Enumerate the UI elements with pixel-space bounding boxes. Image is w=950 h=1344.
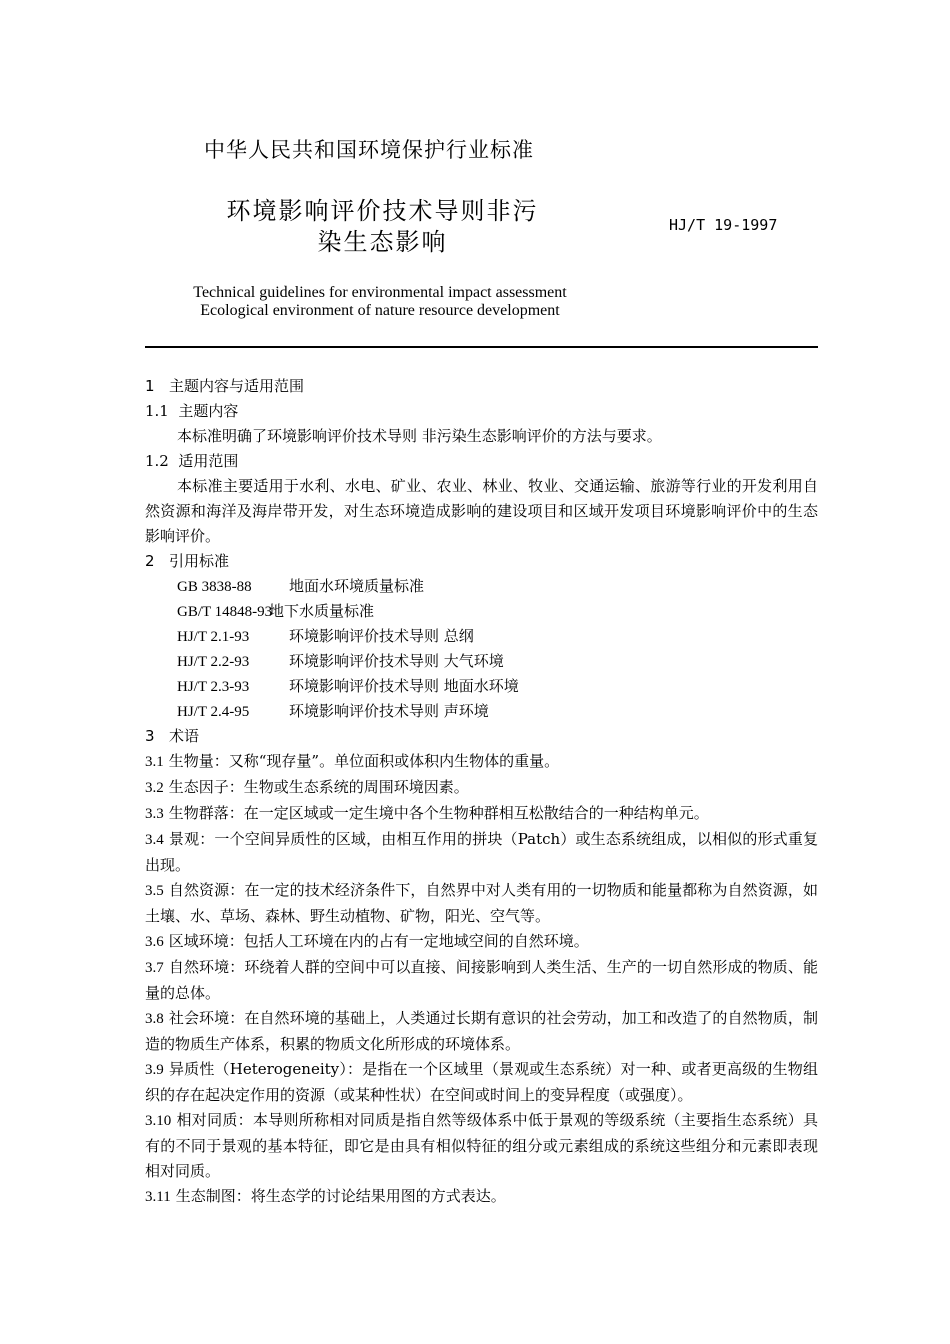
section-number: 2 bbox=[145, 552, 155, 570]
section-title: 引用标准 bbox=[169, 552, 230, 570]
section-title: 主题内容与适用范围 bbox=[169, 377, 305, 395]
reference-item bbox=[145, 674, 818, 699]
section-2-heading bbox=[145, 549, 818, 574]
subsection-title: 主题内容 bbox=[178, 402, 239, 420]
reference-code: GB/T 14848-93 bbox=[177, 604, 273, 620]
term-definition bbox=[145, 1108, 818, 1184]
reference-item bbox=[145, 624, 818, 649]
term-text: 生态因子：生物或生态系统的周围环境因素。 bbox=[168, 778, 469, 796]
reference-item bbox=[145, 574, 818, 599]
term-number: 3.9 bbox=[145, 1062, 164, 1078]
header-divider bbox=[145, 346, 818, 348]
subsection-1-1-heading bbox=[145, 399, 818, 424]
term-definition bbox=[145, 1184, 818, 1210]
term-text: 景观：一个空间异质性的区域，由相互作用的拼块（Patch）或生态系统组成，以相似的形式重复出现。 bbox=[145, 830, 818, 874]
term-number: 3.4 bbox=[145, 832, 164, 848]
term-text: 生物量：又称“现存量”。单位面积或体积内生物体的重量。 bbox=[168, 752, 560, 770]
reference-name: 环境影响评价技术导则 大气环境 bbox=[289, 652, 504, 670]
term-definition bbox=[145, 955, 818, 1006]
section-title: 术语 bbox=[169, 727, 200, 745]
reference-name: 地面水环境质量标准 bbox=[289, 577, 425, 595]
reference-name: 环境影响评价技术导则 地面水环境 bbox=[289, 677, 519, 695]
term-number: 3.7 bbox=[145, 960, 164, 976]
term-text: 区域环境：包括人工环境在内的占有一定地域空间的自然环境。 bbox=[168, 932, 589, 950]
term-number: 3.1 bbox=[145, 754, 164, 770]
document-title-line-1: 环境影响评价技术导则非污 bbox=[226, 197, 539, 225]
term-number: 3.3 bbox=[145, 806, 164, 822]
term-definition bbox=[145, 929, 818, 955]
term-number: 3.10 bbox=[145, 1113, 172, 1129]
section-number: 1 bbox=[145, 377, 155, 395]
reference-code: HJ/T 2.4-95 bbox=[177, 704, 250, 720]
standard-code: HJ/T 19-1997 bbox=[669, 216, 778, 234]
section-number: 3 bbox=[145, 727, 155, 745]
term-definition bbox=[145, 801, 818, 827]
term-text: 异质性（Heterogeneity）：是指在一个区域里（景观或生态系统）对一种、或者更高级的生物组织的存在起决定作用的资源（或某种性状）在空间或时间上的变异程度（或强度）。 bbox=[145, 1060, 818, 1104]
reference-name: 环境影响评价技术导则 声环境 bbox=[289, 702, 489, 720]
term-text: 生态制图：将生态学的讨论结果用图的方式表达。 bbox=[175, 1187, 506, 1205]
term-number: 3.8 bbox=[145, 1011, 164, 1027]
term-number: 3.11 bbox=[145, 1189, 171, 1205]
standard-category: 中华人民共和国环境保护行业标准 bbox=[204, 138, 534, 162]
term-definition bbox=[145, 1006, 818, 1057]
section-3-heading bbox=[145, 724, 818, 749]
reference-item bbox=[145, 649, 818, 674]
document-title-line-2: 染生态影响 bbox=[317, 228, 448, 256]
term-text: 社会环境：在自然环境的基础上，人类通过长期有意识的社会劳动，加工和改造了的自然物质，制造的物质生产体系，积累的物质文化所形成的环境体系。 bbox=[145, 1009, 818, 1053]
english-title-line-2: Ecological environment of nature resource development bbox=[200, 302, 560, 319]
english-title-line-1: Technical guidelines for environmental impact assessment bbox=[193, 284, 567, 301]
reference-code: HJ/T 2.1-93 bbox=[177, 629, 250, 645]
reference-item bbox=[145, 599, 818, 624]
term-definition bbox=[145, 827, 818, 878]
term-text: 自然资源：在一定的技术经济条件下，自然界中对人类有用的一切物质和能量都称为自然资源，如土壤、水、草场、森林、野生动植物、矿物，阳光、空气等。 bbox=[145, 881, 818, 925]
subsection-1-1-text: 本标准明确了环境影响评价技术导则 非污染生态影响评价的方法与要求。 bbox=[177, 427, 662, 445]
section-1-heading bbox=[145, 374, 818, 399]
term-text: 生物群落：在一定区域或一定生境中各个生物种群相互松散结合的一种结构单元。 bbox=[168, 804, 709, 822]
term-number: 3.6 bbox=[145, 934, 164, 950]
reference-item bbox=[145, 699, 818, 724]
term-definition bbox=[145, 775, 818, 801]
term-definition bbox=[145, 1057, 818, 1108]
reference-name: 地下水质量标准 bbox=[269, 602, 375, 620]
subsection-1-2-heading bbox=[145, 449, 818, 474]
reference-code: HJ/T 2.2-93 bbox=[177, 654, 250, 670]
subsection-number: 1.1 bbox=[145, 402, 169, 420]
term-number: 3.5 bbox=[145, 883, 164, 899]
subsection-number: 1.2 bbox=[145, 452, 169, 470]
term-text: 相对同质：本导则所称相对同质是指自然等级体系中低于景观的等级系统（主要指生态系统）具有的不同于景观的基本特征，即它是由具有相似特征的组分或元素组成的系统这些组分和元素即表现相对同质。 bbox=[145, 1111, 818, 1180]
subsection-1-2-text: 本标准主要适用于水利、水电、矿业、农业、林业、牧业、交通运输、旅游等行业的开发利用自然资源和海洋及海岸带开发，对生态环境造成影响的建设项目和区域开发项目环境影响评价中的生态影响评价。 bbox=[145, 477, 818, 545]
document-body bbox=[145, 374, 818, 1210]
reference-name: 环境影响评价技术导则 总纲 bbox=[289, 627, 474, 645]
subsection-title: 适用范围 bbox=[178, 452, 239, 470]
reference-code: HJ/T 2.3-93 bbox=[177, 679, 250, 695]
term-definition bbox=[145, 878, 818, 929]
reference-code: GB 3838-88 bbox=[177, 579, 252, 595]
term-number: 3.2 bbox=[145, 780, 164, 796]
term-text: 自然环境：环绕着人群的空间中可以直接、间接影响到人类生活、生产的一切自然形成的物质、能量的总体。 bbox=[145, 958, 818, 1002]
term-definition bbox=[145, 749, 818, 775]
